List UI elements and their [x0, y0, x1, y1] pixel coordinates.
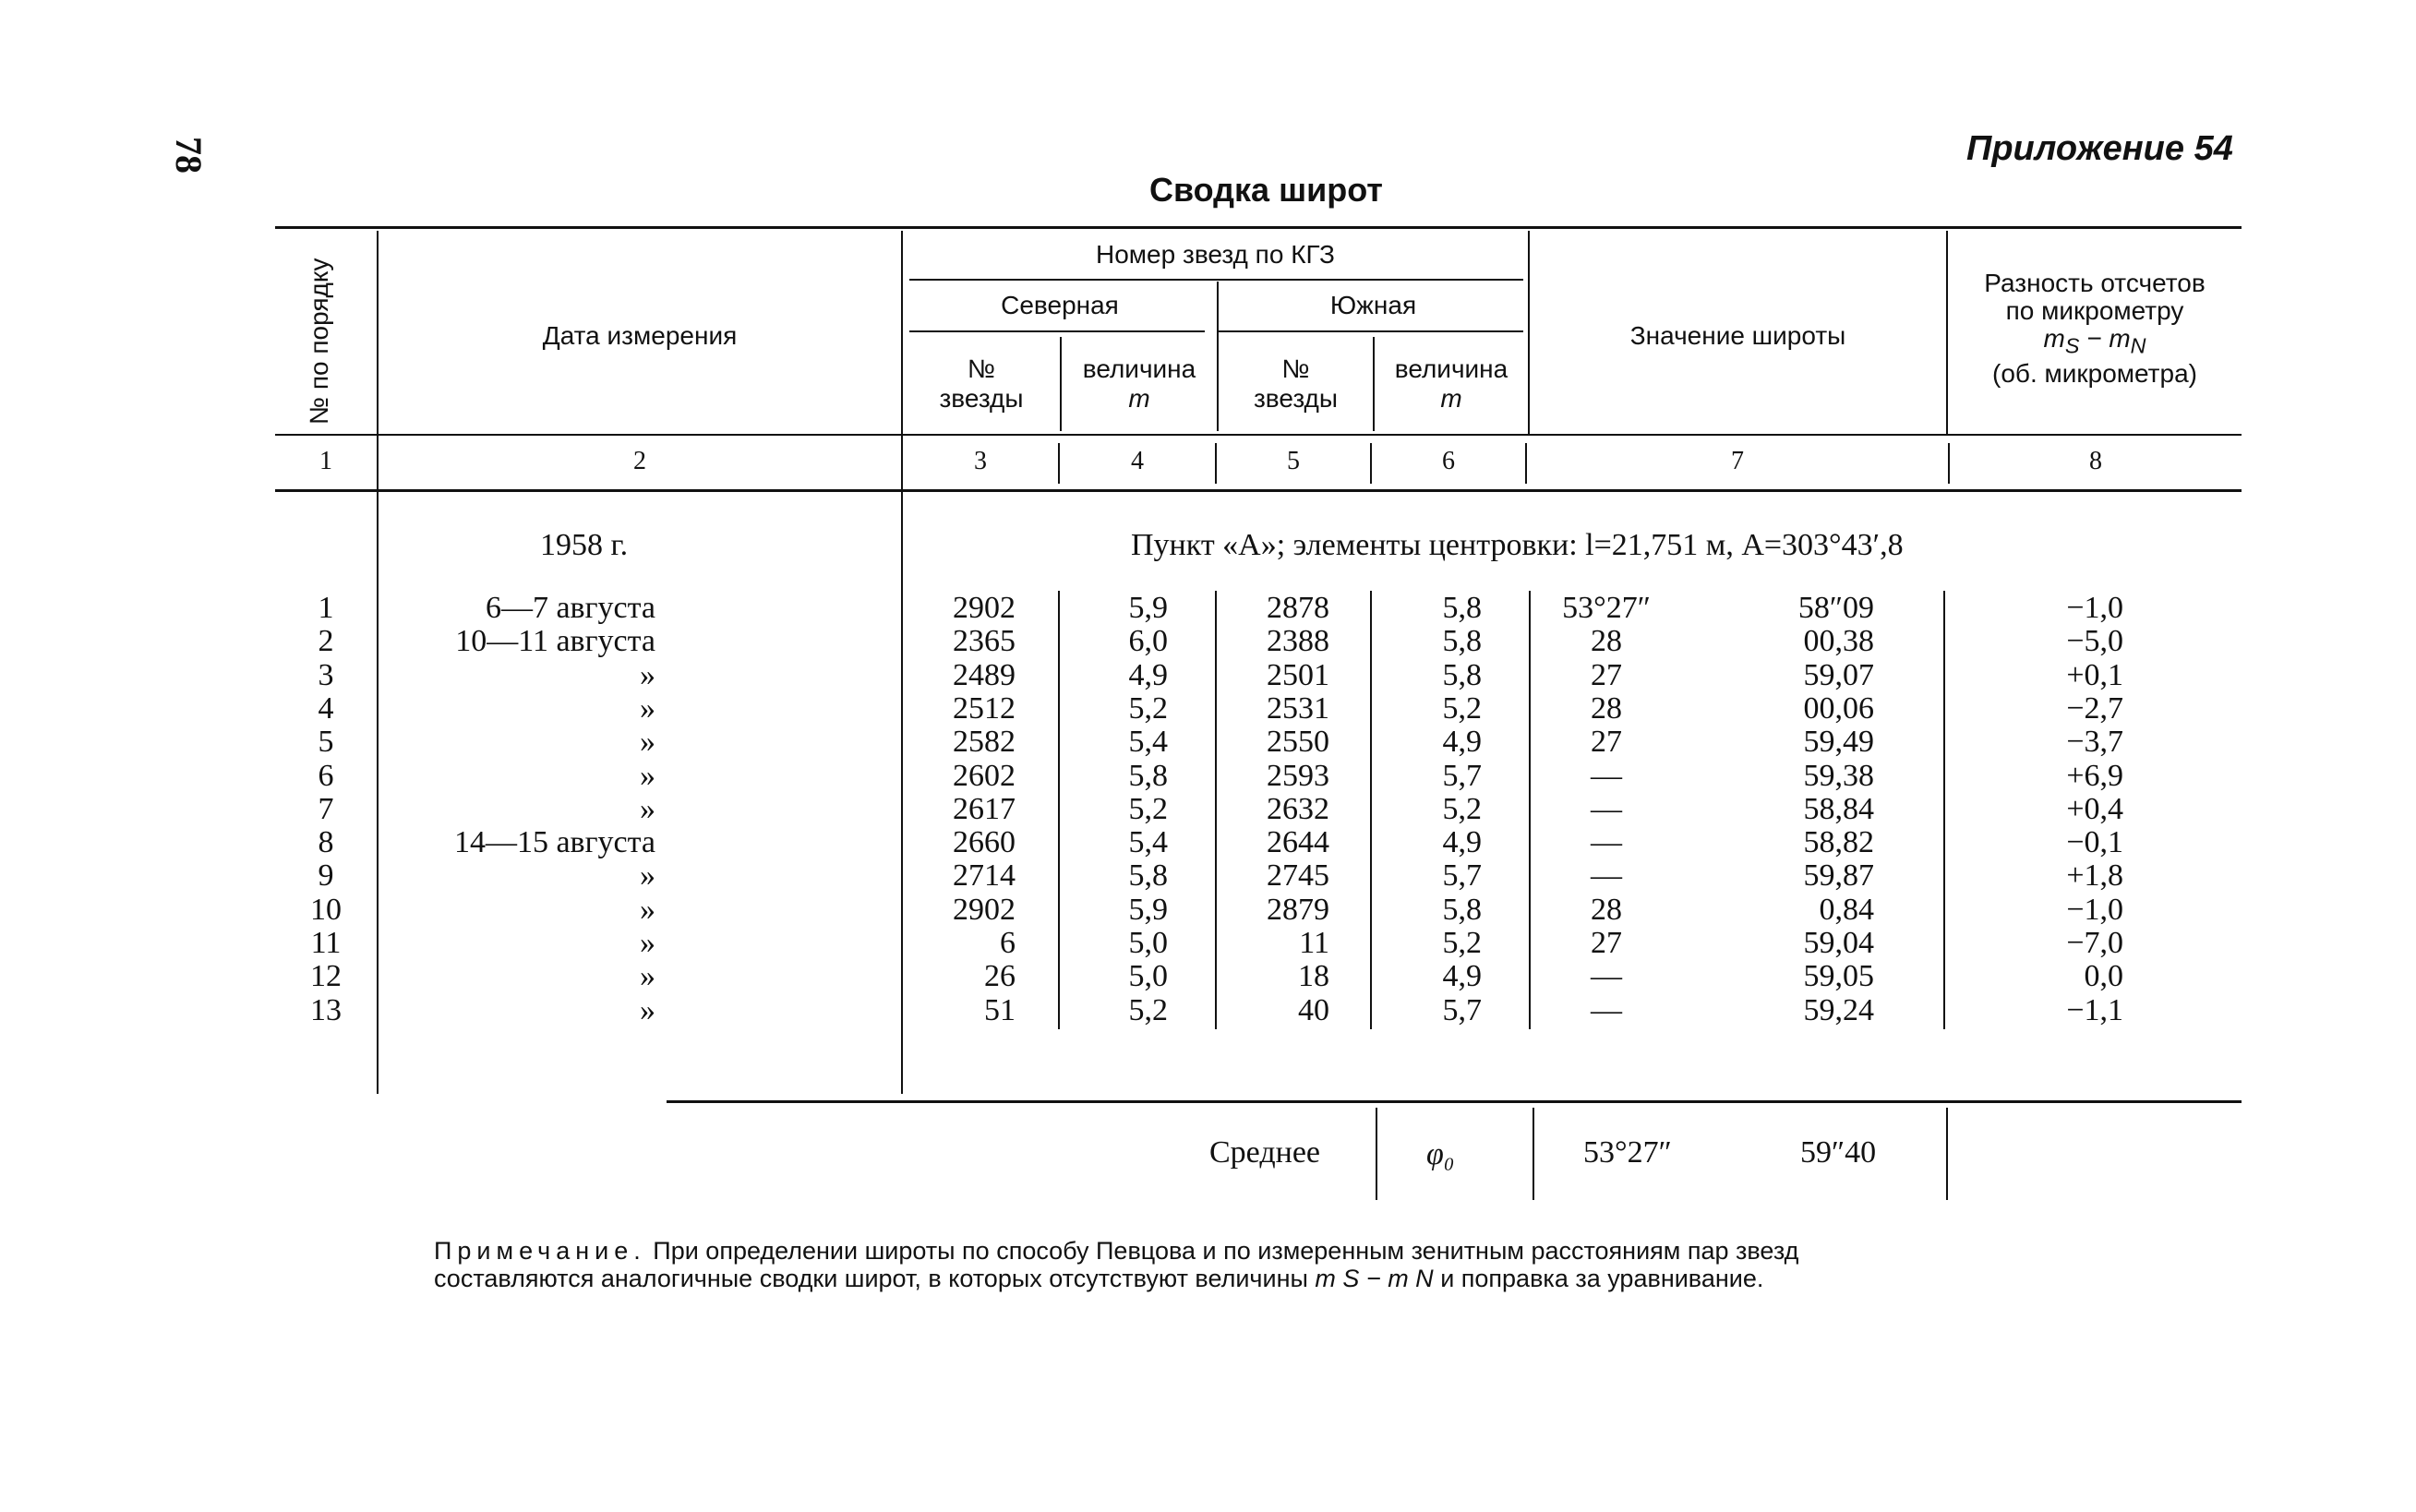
cell-n-no: 2602	[953, 758, 1016, 793]
point-info: Пункт «А»; элементы центровки: l=21,751 м, A=303°43′,8	[1131, 528, 1904, 562]
cell-date: »	[640, 657, 655, 692]
footnote-suffix: и поправка за уравнивание.	[1440, 1265, 1764, 1292]
cell-n-no: 2902	[953, 892, 1016, 927]
header-south-magnitude: величина m	[1394, 354, 1508, 413]
cell-s-m: 5,2	[1442, 690, 1482, 726]
footnote	[434, 1237, 1874, 1292]
cell-n-m: 5,9	[1128, 591, 1168, 625]
cell-n-no: 2489	[953, 657, 1016, 692]
header-north-magnitude: величина m	[1082, 354, 1196, 413]
header-date: Дата измерения	[542, 321, 738, 350]
cell-s-m: 5,2	[1442, 791, 1482, 826]
cell-n-m: 5,2	[1128, 791, 1168, 826]
page-number: 78	[168, 137, 210, 174]
header-micrometer-diff: Разность отсчетов по микрометру $m_S - m_N$ (об. микрометра)	[1948, 270, 2242, 388]
cell-n-no: 2660	[953, 825, 1016, 860]
cell-diff: −1,0	[2066, 591, 2123, 625]
cell-lat-deg: —	[1591, 791, 1622, 826]
column-number: 3	[974, 447, 987, 475]
header-order-number: № по порядку	[305, 258, 333, 425]
cell-date: »	[640, 690, 655, 726]
cell-date: »	[640, 892, 655, 927]
cell-diff: −7,0	[2066, 926, 2123, 960]
cell-s-no: 2593	[1267, 758, 1329, 793]
cell-diff: −2,7	[2066, 690, 2123, 726]
cell-n-m: 5,4	[1128, 825, 1168, 860]
column-number: 6	[1442, 447, 1455, 475]
cell-n: 11	[310, 926, 342, 960]
cell-n-m: 5,8	[1128, 858, 1168, 894]
cell-lat-deg: 28	[1591, 624, 1622, 659]
header-north: Северная	[1001, 291, 1119, 319]
cell-n: 7	[318, 791, 334, 826]
cell-lat-sec: 59,87	[1803, 858, 1874, 894]
cell-n-m: 5,2	[1128, 992, 1168, 1027]
cell-n: 5	[318, 725, 334, 760]
cell-s-m: 5,8	[1442, 624, 1482, 659]
cell-s-m: 5,2	[1442, 926, 1482, 960]
cell-n: 8	[318, 825, 334, 860]
cell-s-no: 2879	[1267, 892, 1329, 927]
cell-lat-sec: 59,24	[1803, 992, 1874, 1027]
cell-s-no: 2388	[1267, 624, 1329, 659]
cell-diff: −5,0	[2066, 624, 2123, 659]
cell-n-m: 5,0	[1128, 926, 1168, 960]
cell-n-no: 2365	[953, 624, 1016, 659]
column-number: 1	[319, 447, 332, 475]
header-latitude: Значение широты	[1629, 321, 1846, 350]
footnote-formula: m S − m N	[1315, 1265, 1434, 1292]
cell-diff: −1,1	[2066, 992, 2123, 1027]
cell-s-no: 2644	[1267, 825, 1329, 860]
cell-diff: +0,4	[2066, 791, 2123, 826]
header-south: Южная	[1329, 291, 1417, 319]
cell-lat-sec: 58″09	[1797, 591, 1874, 625]
cell-n-m: 5,9	[1128, 892, 1168, 927]
cell-n: 6	[318, 758, 334, 793]
mean-label: Среднее	[1209, 1135, 1320, 1170]
cell-lat-sec: 59,49	[1803, 725, 1874, 760]
cell-n-m: 5,8	[1128, 758, 1168, 793]
cell-diff: −3,7	[2066, 725, 2123, 760]
cell-lat-sec: 58,84	[1803, 791, 1874, 826]
header-star-numbers: Номер звезд по КГЗ	[1096, 240, 1335, 269]
cell-s-no: 2878	[1267, 591, 1329, 625]
cell-n: 2	[318, 624, 334, 659]
cell-lat-sec: 59,07	[1803, 657, 1874, 692]
cell-n-m: 4,9	[1128, 657, 1168, 692]
cell-date: »	[640, 791, 655, 826]
cell-s-no: 18	[1298, 959, 1329, 994]
cell-n-no: 2512	[953, 690, 1016, 726]
cell-n-no: 2582	[953, 725, 1016, 760]
cell-s-no: 40	[1298, 992, 1329, 1027]
cell-date: »	[640, 992, 655, 1027]
cell-lat-sec: 59,04	[1803, 926, 1874, 960]
year-label: 1958 г.	[540, 528, 629, 562]
cell-n-no: 2902	[953, 591, 1016, 625]
cell-s-no: 2531	[1267, 690, 1329, 726]
cell-n-no: 2714	[953, 858, 1016, 894]
cell-n-m: 5,2	[1128, 690, 1168, 726]
cell-lat-deg: —	[1591, 858, 1622, 894]
cell-diff: −1,0	[2066, 892, 2123, 927]
cell-diff: 0,0	[2084, 959, 2123, 994]
cell-lat-deg: —	[1591, 758, 1622, 793]
cell-lat-deg: 27	[1591, 725, 1622, 760]
column-number: 2	[633, 447, 646, 475]
cell-s-no: 2745	[1267, 858, 1329, 894]
header-north-star-no: № звезды	[939, 354, 1024, 413]
cell-s-m: 5,8	[1442, 892, 1482, 927]
cell-n-no: 26	[984, 959, 1016, 994]
header-diff-formula: $m_S - m_N$	[2043, 324, 2146, 358]
cell-n-m: 6,0	[1128, 624, 1168, 659]
cell-lat-deg: 28	[1591, 892, 1622, 927]
cell-lat-sec: 00,38	[1803, 624, 1874, 659]
header-south-star-no: № звезды	[1253, 354, 1339, 413]
cell-date: 10—11 августа	[455, 624, 655, 659]
cell-s-m: 4,9	[1442, 725, 1482, 760]
cell-n: 1	[318, 591, 334, 625]
mean-latitude-seconds: 59″40	[1800, 1135, 1877, 1170]
cell-diff: +6,9	[2066, 758, 2123, 793]
mean-latitude-degrees: 53°27″	[1583, 1135, 1672, 1170]
cell-n-no: 6	[1000, 926, 1016, 960]
column-number: 8	[2089, 447, 2102, 475]
column-number: 4	[1131, 447, 1144, 475]
cell-n: 13	[310, 992, 342, 1027]
cell-n-no: 2617	[953, 791, 1016, 826]
cell-date: »	[640, 959, 655, 994]
cell-s-no: 2632	[1267, 791, 1329, 826]
cell-date: »	[640, 926, 655, 960]
cell-date: »	[640, 725, 655, 760]
cell-s-m: 5,7	[1442, 992, 1482, 1027]
cell-n: 12	[310, 959, 342, 994]
cell-lat-deg: 27	[1591, 657, 1622, 692]
cell-n-m: 5,4	[1128, 725, 1168, 760]
cell-diff: +1,8	[2066, 858, 2123, 894]
cell-lat-sec: 0,84	[1819, 892, 1874, 927]
cell-n: 4	[318, 690, 334, 726]
cell-lat-deg: —	[1591, 959, 1622, 994]
cell-lat-deg: —	[1591, 825, 1622, 860]
cell-n: 3	[318, 657, 334, 692]
cell-s-m: 5,7	[1442, 758, 1482, 793]
page-title: Сводка широт	[1149, 171, 1383, 209]
cell-s-no: 2501	[1267, 657, 1329, 692]
column-number: 7	[1731, 447, 1744, 475]
cell-s-no: 11	[1299, 926, 1329, 960]
column-number: 5	[1287, 447, 1300, 475]
cell-lat-deg: —	[1591, 992, 1622, 1027]
cell-date: 14—15 августа	[453, 825, 655, 860]
cell-date: »	[640, 758, 655, 793]
cell-lat-sec: 59,38	[1803, 758, 1874, 793]
cell-s-m: 4,9	[1442, 825, 1482, 860]
cell-n: 9	[318, 858, 334, 894]
cell-date: »	[640, 858, 655, 894]
cell-lat-sec: 59,05	[1803, 959, 1874, 994]
footnote-prefix: Примечание.	[434, 1237, 646, 1265]
mean-symbol: φ₀	[1426, 1137, 1455, 1171]
cell-lat-deg: 27	[1591, 926, 1622, 960]
cell-n: 10	[310, 892, 342, 927]
cell-s-m: 5,8	[1442, 657, 1482, 692]
cell-lat-deg: 53°27″	[1562, 591, 1651, 625]
cell-n-no: 51	[984, 992, 1016, 1027]
cell-lat-sec: 00,06	[1803, 690, 1874, 726]
cell-lat-deg: 28	[1591, 690, 1622, 726]
cell-lat-sec: 58,82	[1803, 825, 1874, 860]
cell-n-m: 5,0	[1128, 959, 1168, 994]
cell-s-m: 4,9	[1442, 959, 1482, 994]
cell-diff: +0,1	[2066, 657, 2123, 692]
cell-date: 6—7 августа	[485, 591, 655, 625]
cell-diff: −0,1	[2066, 825, 2123, 860]
cell-s-no: 2550	[1267, 725, 1329, 760]
appendix-label: Приложение 54	[1966, 129, 2233, 168]
footnote-text: При определении широты по способу Певцова и по измеренным зенитным расстояниям пар звезд составляются аналогичные сводки широт, в которых отсутствуют величины	[434, 1237, 1799, 1292]
cell-s-m: 5,8	[1442, 591, 1482, 625]
cell-s-m: 5,7	[1442, 858, 1482, 894]
